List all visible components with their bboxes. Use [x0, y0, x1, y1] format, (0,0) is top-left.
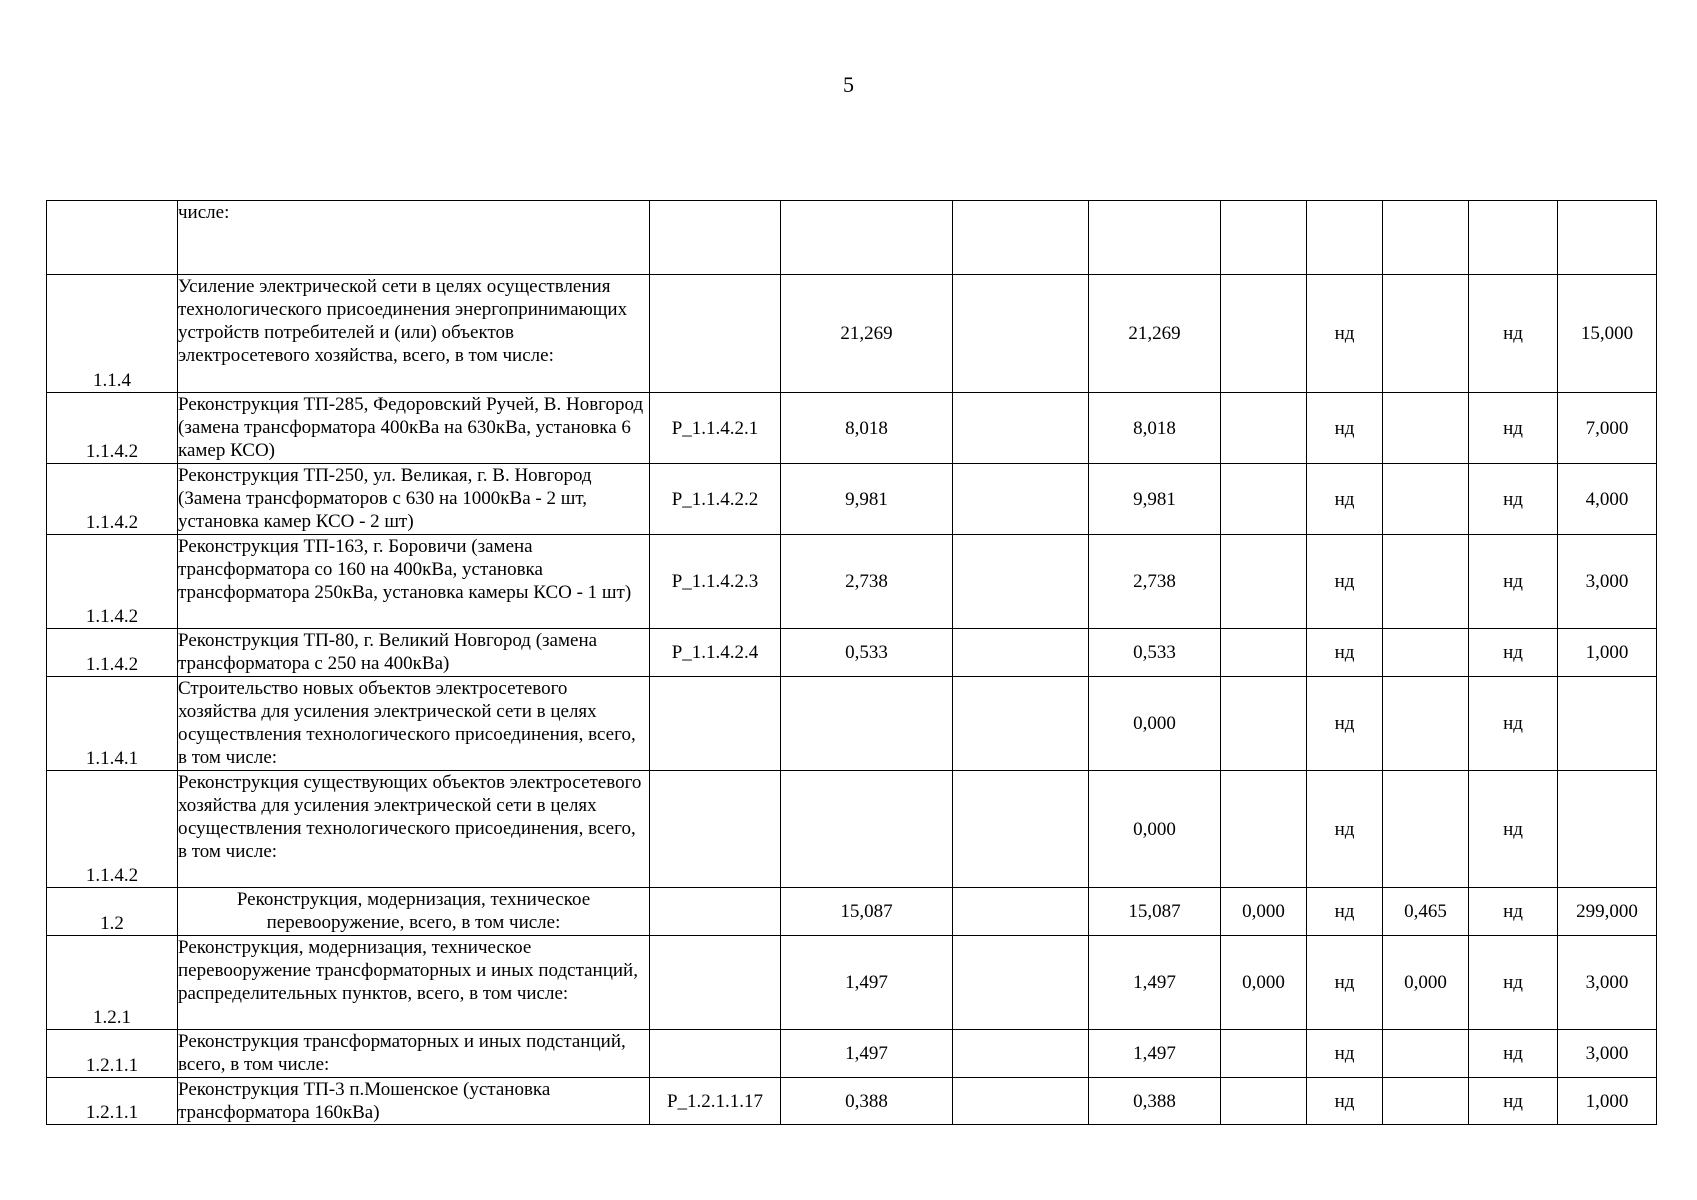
row-value-5: нд: [1307, 535, 1383, 629]
row-value-3: 21,269: [1089, 275, 1221, 393]
row-project-id: Р_1.1.4.2.2: [650, 464, 781, 535]
row-value-7: нд: [1469, 393, 1558, 464]
row-value-8: [1558, 771, 1657, 888]
row-value-8: 4,000: [1558, 464, 1657, 535]
row-value-6: [1383, 535, 1469, 629]
row-value-4: [1221, 275, 1307, 393]
row-name: Реконструкция ТП-250, ул. Великая, г. В. Новгород (Замена трансформаторов с 630 на 1000кВа - 2 шт, установка камер КСО - 2 шт): [178, 464, 650, 535]
row-value-4: [1221, 393, 1307, 464]
row-value-8: 1,000: [1558, 629, 1657, 677]
row-value-2: [953, 629, 1089, 677]
row-code: 1.1.4.2: [47, 771, 178, 888]
row-value-4: [1221, 201, 1307, 275]
row-value-1: 15,087: [781, 888, 953, 936]
row-value-6: [1383, 629, 1469, 677]
row-value-2: [953, 771, 1089, 888]
row-value-3: 9,981: [1089, 464, 1221, 535]
row-value-7: нд: [1469, 1078, 1558, 1125]
row-code: 1.1.4.2: [47, 629, 178, 677]
row-code: 1.2.1: [47, 936, 178, 1030]
row-project-id: Р_1.1.4.2.3: [650, 535, 781, 629]
row-value-3: 2,738: [1089, 535, 1221, 629]
row-value-2: [953, 393, 1089, 464]
row-value-4: [1221, 677, 1307, 771]
row-value-8: 3,000: [1558, 936, 1657, 1030]
row-value-7: нд: [1469, 629, 1558, 677]
row-value-5: нд: [1307, 393, 1383, 464]
row-name: числе:: [178, 201, 650, 275]
row-value-7: нд: [1469, 677, 1558, 771]
row-value-6: [1383, 1030, 1469, 1078]
row-project-id: [650, 771, 781, 888]
row-value-2: [953, 888, 1089, 936]
row-name: Реконструкция ТП-3 п.Мошенское (установка трансформатора 160кВа): [178, 1078, 650, 1125]
row-code: [47, 201, 178, 275]
row-value-6: [1383, 677, 1469, 771]
table-row: [47, 275, 1657, 393]
row-value-3: 0,533: [1089, 629, 1221, 677]
row-value-3: [1089, 201, 1221, 275]
row-value-3: 0,000: [1089, 677, 1221, 771]
row-value-3: 8,018: [1089, 393, 1221, 464]
table-row: [47, 888, 1657, 936]
row-code: 1.2.1.1: [47, 1030, 178, 1078]
row-value-6: [1383, 393, 1469, 464]
row-value-6: 0,000: [1383, 936, 1469, 1030]
row-value-2: [953, 936, 1089, 1030]
row-value-5: нд: [1307, 1078, 1383, 1125]
table-row: [47, 629, 1657, 677]
row-value-8: 15,000: [1558, 275, 1657, 393]
row-value-5: нд: [1307, 464, 1383, 535]
table-row: [47, 393, 1657, 464]
row-project-id: Р_1.2.1.1.17: [650, 1078, 781, 1125]
table-row: [47, 201, 1657, 275]
row-value-1: 8,018: [781, 393, 953, 464]
row-name: Реконструкция ТП-80, г. Великий Новгород (замена трансформатора с 250 на 400кВа): [178, 629, 650, 677]
row-value-2: [953, 535, 1089, 629]
row-code: 1.1.4.2: [47, 393, 178, 464]
row-value-4: 0,000: [1221, 936, 1307, 1030]
row-value-2: [953, 464, 1089, 535]
row-value-3: 0,388: [1089, 1078, 1221, 1125]
row-value-7: нд: [1469, 936, 1558, 1030]
row-name: Реконструкция существующих объектов электросетевого хозяйства для усиления электрической сети в целях осуществления технологического присоединения, всего, в том числе:: [178, 771, 650, 888]
row-value-4: [1221, 464, 1307, 535]
row-value-2: [953, 275, 1089, 393]
table-row: [47, 1078, 1657, 1125]
page-number: 5: [843, 72, 854, 97]
row-value-5: нд: [1307, 1030, 1383, 1078]
row-project-id: [650, 936, 781, 1030]
row-name: Реконструкция ТП-163, г. Боровичи (замена трансформатора со 160 на 400кВа, установка трансформатора 250кВа, установка камеры КСО - 1 шт): [178, 535, 650, 629]
row-value-1: 1,497: [781, 936, 953, 1030]
row-name: Реконструкция, модернизация, техническое перевооружение, всего, в том числе:: [178, 888, 650, 936]
row-name: Реконструкция трансформаторных и иных подстанций, всего, в том числе:: [178, 1030, 650, 1078]
row-value-7: нд: [1469, 464, 1558, 535]
row-value-2: [953, 201, 1089, 275]
row-name: Реконструкция ТП-285, Федоровский Ручей, В. Новгород (замена трансформатора 400кВа на 630кВа, установка 6 камер КСО): [178, 393, 650, 464]
row-value-6: [1383, 275, 1469, 393]
row-value-1: 0,388: [781, 1078, 953, 1125]
row-value-3: 0,000: [1089, 771, 1221, 888]
row-value-4: [1221, 1078, 1307, 1125]
row-value-2: [953, 1078, 1089, 1125]
row-value-1: 1,497: [781, 1030, 953, 1078]
row-project-id: [650, 275, 781, 393]
row-code: 1.1.4.1: [47, 677, 178, 771]
row-code: 1.1.4.2: [47, 464, 178, 535]
row-value-1: 2,738: [781, 535, 953, 629]
row-name: Строительство новых объектов электросетевого хозяйства для усиления электрической сети в целях осуществления технологического присоединения, всего, в том числе:: [178, 677, 650, 771]
row-value-5: нд: [1307, 936, 1383, 1030]
row-value-5: нд: [1307, 771, 1383, 888]
row-value-4: [1221, 629, 1307, 677]
table-row: [47, 464, 1657, 535]
row-value-4: [1221, 771, 1307, 888]
row-value-7: нд: [1469, 275, 1558, 393]
row-value-8: 7,000: [1558, 393, 1657, 464]
row-value-5: нд: [1307, 629, 1383, 677]
row-code: 1.2: [47, 888, 178, 936]
row-value-6: 0,465: [1383, 888, 1469, 936]
row-value-6: [1383, 464, 1469, 535]
row-value-5: нд: [1307, 677, 1383, 771]
row-project-id: [650, 888, 781, 936]
row-value-7: нд: [1469, 888, 1558, 936]
row-value-1: [781, 771, 953, 888]
row-value-3: 1,497: [1089, 936, 1221, 1030]
row-value-8: 3,000: [1558, 535, 1657, 629]
row-value-3: 15,087: [1089, 888, 1221, 936]
row-project-id: Р_1.1.4.2.4: [650, 629, 781, 677]
row-value-8: 1,000: [1558, 1078, 1657, 1125]
row-value-8: [1558, 677, 1657, 771]
row-value-5: [1307, 201, 1383, 275]
row-value-5: нд: [1307, 275, 1383, 393]
row-value-6: [1383, 771, 1469, 888]
row-name: Усиление электрической сети в целях осуществления технологического присоединения энергопринимающих устройств потребителей и (или) объектов электросетевого хозяйства, всего, в том числе:: [178, 275, 650, 393]
row-value-4: [1221, 1030, 1307, 1078]
table-row: [47, 1030, 1657, 1078]
row-value-7: нд: [1469, 535, 1558, 629]
row-value-6: [1383, 1078, 1469, 1125]
row-value-1: 0,533: [781, 629, 953, 677]
row-project-id: Р_1.1.4.2.1: [650, 393, 781, 464]
row-value-8: 3,000: [1558, 1030, 1657, 1078]
row-name: Реконструкция, модернизация, техническое перевооружение трансформаторных и иных подстанций, распределительных пунктов, всего, в том числе:: [178, 936, 650, 1030]
row-value-5: нд: [1307, 888, 1383, 936]
table-row: [47, 936, 1657, 1030]
row-value-7: нд: [1469, 771, 1558, 888]
investment-program-table: [46, 200, 1657, 1125]
row-value-8: [1558, 201, 1657, 275]
row-code: 1.1.4: [47, 275, 178, 393]
row-value-1: [781, 201, 953, 275]
row-value-1: [781, 677, 953, 771]
table-row: [47, 771, 1657, 888]
row-value-2: [953, 1030, 1089, 1078]
table-row: [47, 677, 1657, 771]
row-code: 1.1.4.2: [47, 535, 178, 629]
row-value-4: 0,000: [1221, 888, 1307, 936]
row-value-1: 21,269: [781, 275, 953, 393]
row-project-id: [650, 1030, 781, 1078]
row-value-2: [953, 677, 1089, 771]
table-row: [47, 535, 1657, 629]
row-code: 1.2.1.1: [47, 1078, 178, 1125]
row-project-id: [650, 677, 781, 771]
row-value-7: нд: [1469, 1030, 1558, 1078]
row-value-4: [1221, 535, 1307, 629]
row-value-1: 9,981: [781, 464, 953, 535]
row-value-8: 299,000: [1558, 888, 1657, 936]
row-project-id: [650, 201, 781, 275]
row-value-3: 1,497: [1089, 1030, 1221, 1078]
row-value-7: [1469, 201, 1558, 275]
row-value-6: [1383, 201, 1469, 275]
